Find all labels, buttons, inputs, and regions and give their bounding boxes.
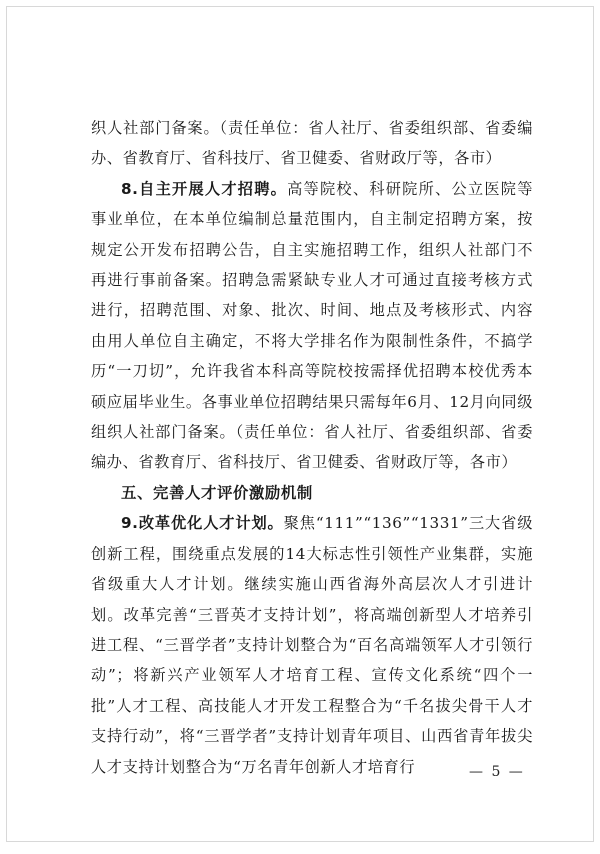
item-9-lead: 9.改革优化人才计划。 (121, 514, 284, 533)
item-8-paragraph (91, 174, 533, 478)
item-8-body: 高等院校、科研院所、公立医院等事业单位，在本单位编制总量范围内，自主制定招聘方案，按规定公开发布招聘公告，自主实施招聘工作，组织人社部门不再进行事前备案。招聘急需紧缺专业人才可通过直接考核方式进行，招聘范围、对象、批次、时间、地点及考核形式、内容由用人单位自主确定，不将大学排名作为限制性条件，不搞学历“一刀切”，允许我省本科高等院校按需择优招聘本校优秀本硕应届毕业生。各事业单位招聘结果只需每年6月、12月向同级组织人社部门备案。（责任单位：省人社厅、省委组织部、省委编办、省教育厅、省科技厅、省卫健委、省财政厅等，各市） (91, 179, 533, 472)
item-9-body: 聚焦“111”“136”“1331”三大省级创新工程，围绕重点发展的14大标志性引领性产业集群，实施省级重大人才计划。继续实施山西省海外高层次人才引进计划。改革完善“三晋英才支持计划”，将高端创新型人才培养引进工程、“三晋学者”支持计划整合为“百名高端领军人才引领行动”；将新兴产业领军人才培育工程、宣传文化系统“四个一批”人才工程、高技能人才开发工程整合为“千名拔尖骨干人才支持行动”，将“三晋学者”支持计划青年项目、山西省青年拔尖人才支持计划整合为“万名青年创新人才培育行 (91, 514, 534, 776)
document-page (6, 6, 594, 842)
document-body (91, 113, 533, 782)
page-number: — 5 — (469, 764, 525, 780)
section-heading: 五、完善人才评价激励机制 (121, 483, 313, 502)
paragraph-continued: 织人社部门备案。（责任单位：省人社厅、省委组织部、省委编办、省教育厅、省科技厅、省卫健委、省财政厅等，各市） (91, 119, 533, 168)
item-8-lead: 8.自主开展人才招聘。 (121, 179, 288, 198)
item-9-paragraph (91, 508, 533, 782)
